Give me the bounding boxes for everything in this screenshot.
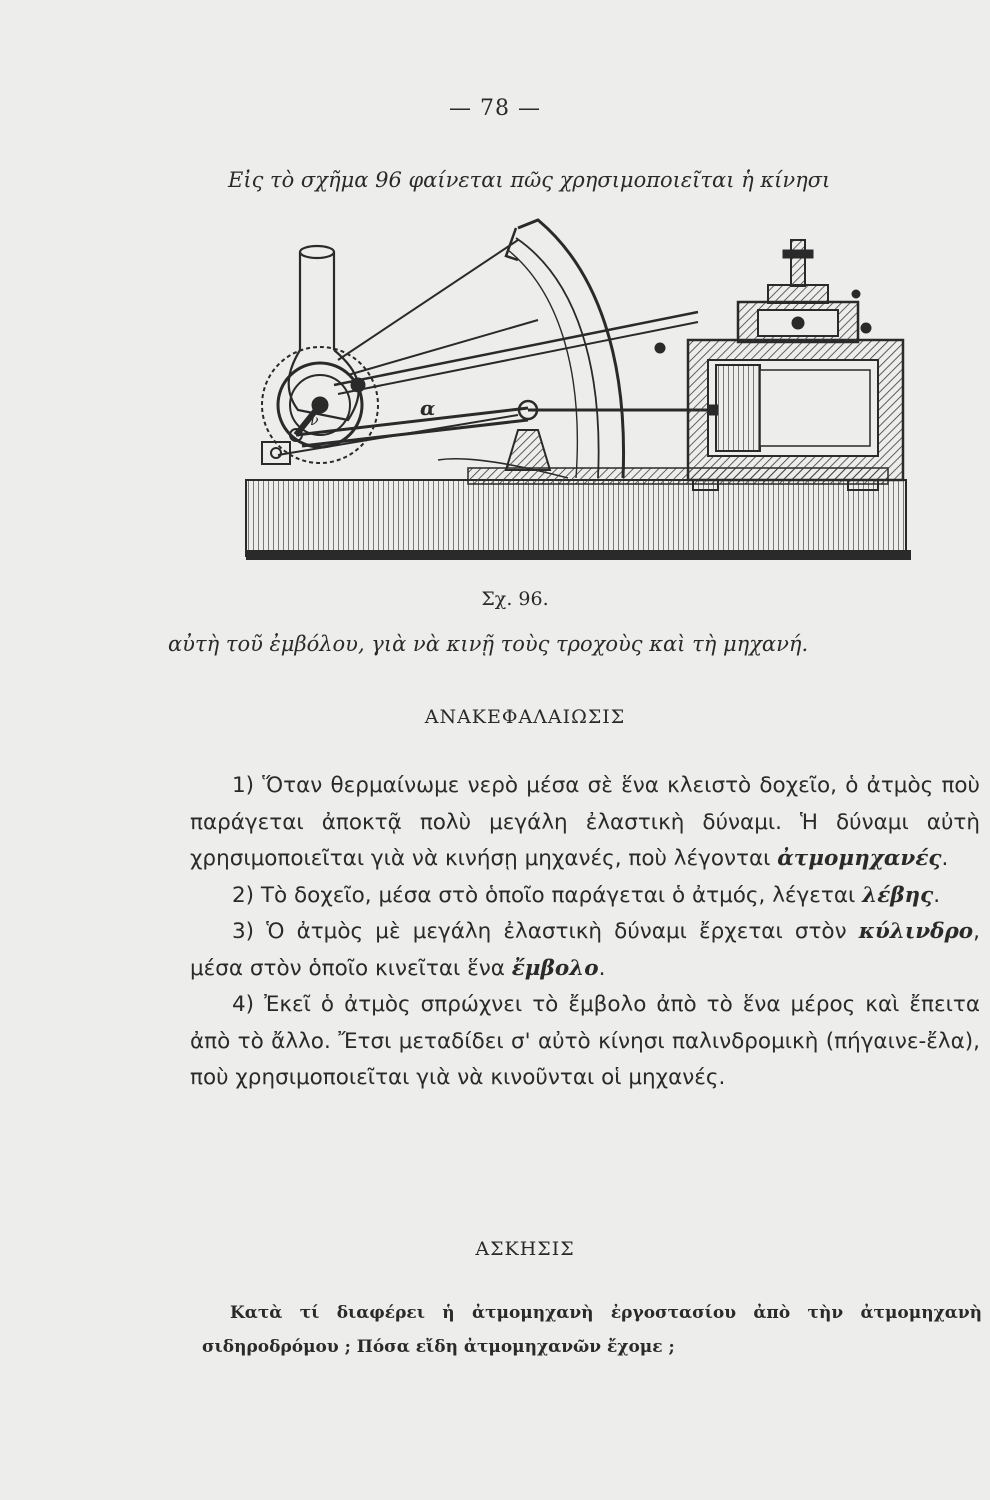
term-piston: ἔμβολο	[511, 955, 599, 981]
exercise-text-block	[202, 1296, 982, 1364]
continuation-line: αὐτὴ τοῦ ἐμβόλου, γιὰ νὰ κινῇ τοὺς τροχοὺς καὶ τὴ μηχανή.	[168, 632, 809, 656]
connecting-rods	[278, 312, 708, 470]
term-steam-engines: ἀτμομηχανές	[777, 846, 942, 871]
intro-line: Εἰς τὸ σχῆμα 96 φαίνεται πῶς χρησιμοποιεῖται ἡ κίνησι	[228, 168, 831, 192]
summary-list	[190, 768, 980, 1097]
summary-item-3: 3) Ὁ ἀτμὸς μὲ μεγάλη ἐλαστικὴ δύναμι ἔρχεται στὸν κύλινδρο, μέσα στὸν ὁποῖο κινεῖται ἕνα ἔμβολο.	[190, 919, 980, 981]
flywheel	[338, 220, 624, 478]
label-v: ν	[310, 413, 319, 429]
summary-heading: ΑΝΑΚΕΦΑΛΑΙΩΣΙΣ	[424, 706, 626, 728]
steam-engine-figure	[238, 210, 918, 570]
summary-item-4: 4) Ἐκεῖ ὁ ἀτμὸς σπρώχνει τὸ ἔμβολο ἀπὸ τὸ ἕνα μέρος καὶ ἔπειτα ἀπὸ τὸ ἄλλο. Ἔτσι μεταδίδει σ' αὐτὸ κίνησι παλινδρομικὴ (πήγαινε-ἔλα), ποὺ χρησιμοποιεῖται γιὰ νὰ κινοῦνται οἱ μηχανές.	[190, 992, 980, 1090]
figure-caption: Σχ. 96.	[481, 588, 549, 610]
page-number: — 78 —	[449, 96, 541, 121]
exercise-text: Κατὰ τί διαφέρει ἡ ἀτμομηχανὴ ἐργοστασίου ἀπὸ τὴν ἀτμομηχανὴ σιδηροδρόμου ; Πόσα εἴδη ἀτμομηχανῶν ἔχομε ;	[202, 1303, 982, 1357]
engine-base	[246, 468, 911, 560]
steam-cylinder	[655, 240, 903, 490]
exercise-heading: ΑΣΚΗΣΙΣ	[475, 1238, 575, 1260]
summary-item-2: 2) Τὸ δοχεῖο, μέσα στὸ ὁποῖο παράγεται ὁ ἀτμός, λέγεται λέβης.	[232, 882, 941, 908]
summary-item-1: 1) Ὅταν θερμαίνωμε νερὸ μέσα σὲ ἕνα κλειστὸ δοχεῖο, ὁ ἀτμὸς ποὺ παράγεται ἀποκτᾷ πολὺ μεγάλη ἐλαστικὴ δύναμι. Ἡ δύναμι αὐτὴ χρησιμοποιεῖται γιὰ νὰ κινήσῃ μηχανές, ποὺ λέγονται ἀτμομηχανές.	[190, 773, 980, 871]
term-cylinder: κύλινδρο	[858, 919, 974, 944]
label-a: α	[420, 396, 436, 420]
crank-wheel	[262, 347, 378, 464]
term-boiler: λέβης	[862, 882, 934, 908]
